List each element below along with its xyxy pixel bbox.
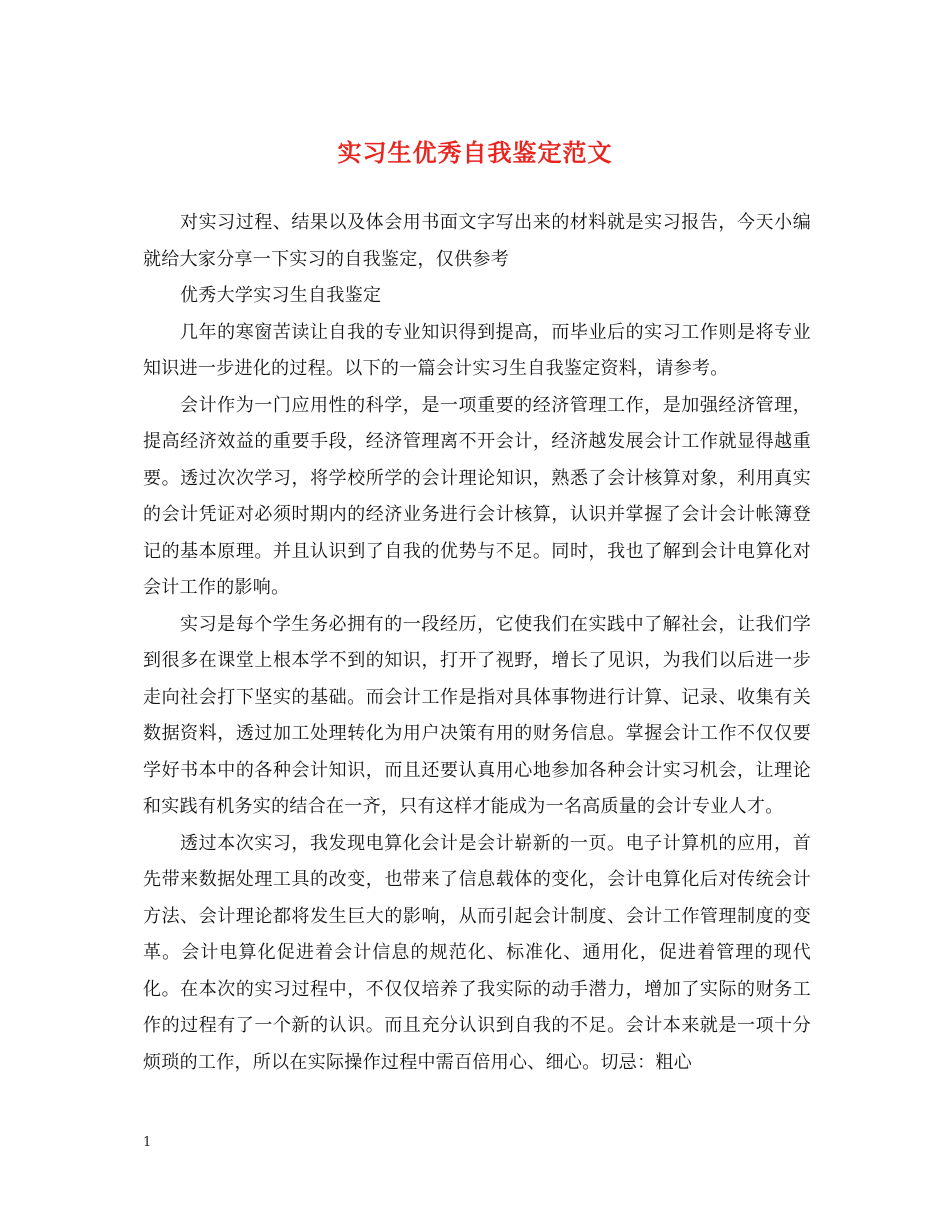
paragraph-accounting-role: 会计作为一门应用性的科学，是一项重要的经济管理工作，是加强经济管理，提高经济效益的重要手段，经济管理离不开会计，经济越发展会计工作就显得越重要。透过次次学习，将学校所学的会计理论知识，熟悉了会计核算对象，利用真实的会计凭证对必须时期内的经济业务进行会计核算，认识并掌握了会计会计帐簿登记的基本原理。并且认识到了自我的优势与不足。同时，我也了解到会计电算化对会计工作的影响。 [143, 394, 811, 598]
paragraph-computerized-accounting: 透过本次实习，我发现电算化会计是会计崭新的一页。电子计算机的应用，首先带来数据处理工具的改变，也带来了信息载体的变化，会计电算化后对传统会计方法、会计理论都将发生巨大的影响，从而引起会计制度、会计工作管理制度的变革。会计电算化促进着会计信息的规范化、标准化、通用化，促进着管理的现代化。在本次的实习过程中，不仅仅培养了我实际的动手潜力，增加了实际的财务工作的过程有了一个新的认识。而且充分认识到自我的不足。会计本来就是一项十分烦琐的工作，所以在实际操作过程中需百倍用心、细心。切忌：粗心 [143, 832, 811, 1073]
paragraph-internship-value: 实习是每个学生务必拥有的一段经历，它使我们在实践中了解社会，让我们学到很多在课堂上根本学不到的知识，打开了视野，增长了见识，为我们以后进一步走向社会打下坚实的基础。而会计工作是指对具体事物进行计算、记录、收集有关数据资料，透过加工处理转化为用户决策有用的财务信息。掌握会计工作不仅仅要学好书本中的各种会计知识，而且还要认真用心地参加各种会计实习机会，让理论和实践有机务实的结合在一齐，只有这样才能成为一名高质量的会计专业人才。 [143, 613, 811, 817]
paragraph-subheading: 优秀大学实习生自我鉴定 [180, 285, 382, 306]
paragraph-opening: 几年的寒窗苦读让自我的专业知识得到提高，而毕业后的实习工作则是将专业知识进一步进化的过程。以下的一篇会计实习生自我鉴定资料，请参考。 [143, 321, 811, 379]
document-title: 实习生优秀自我鉴定范文 [337, 138, 613, 167]
paragraph-intro: 对实习过程、结果以及体会用书面文字写出来的材料就是实习报告，今天小编就给大家分享一下实习的自我鉴定，仅供参考 [143, 212, 811, 270]
page-number: 1 [143, 1135, 152, 1150]
document-body [143, 205, 811, 1081]
